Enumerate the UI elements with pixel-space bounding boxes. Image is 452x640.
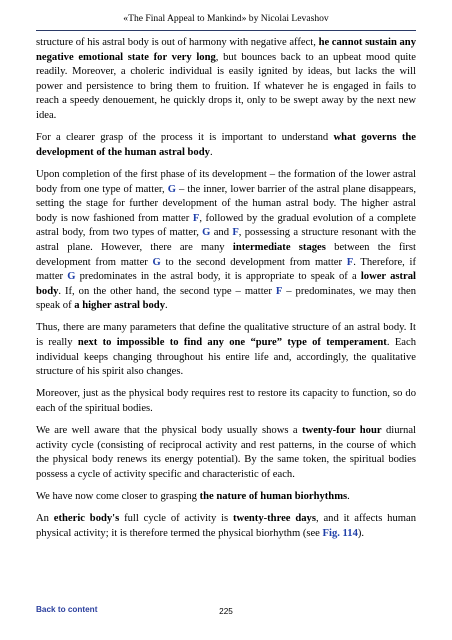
- text-run: . Therefore, if matter: [36, 256, 416, 283]
- text-run: We are well aware that the physical body usually shows a: [36, 425, 303, 437]
- matter-letter: F: [346, 256, 354, 268]
- text-run: An: [36, 513, 54, 525]
- matter-letter: G: [202, 227, 211, 239]
- back-to-content-link[interactable]: Back to content: [36, 605, 98, 614]
- text-run: .: [165, 300, 168, 312]
- text-run: structure of his astral body is out of harmony with negative affect,: [36, 37, 319, 48]
- text-run: ).: [357, 527, 365, 539]
- matter-letter: F: [232, 227, 239, 239]
- paragraph-5: [36, 387, 416, 416]
- text-run: . If, on the other hand, the second type – matter: [58, 285, 276, 297]
- text-run: , and it affects human physical activity; it is therefore termed the physical biorhythm (see: [36, 513, 417, 539]
- paragraph-8: [36, 512, 416, 541]
- emphasis: lower astral body: [36, 271, 416, 297]
- emphasis: what governs the development of the human astral body: [36, 132, 416, 158]
- matter-letter: G: [67, 271, 76, 283]
- text-run: For a clearer grasp of the process it is important to understand: [36, 132, 334, 144]
- emphasis: he cannot sustain any negative emotional state for very long: [36, 37, 416, 63]
- text-run: between the first development from matter: [36, 241, 416, 268]
- paragraph-7: [36, 490, 416, 505]
- matter-letter: F: [192, 212, 200, 224]
- text-run: Upon completion of the first phase of its development – the formation of the lower astral body from one type of matter,: [36, 168, 416, 195]
- paragraph-4: [36, 321, 416, 379]
- paragraph-6: [36, 424, 416, 482]
- text-run: Moreover, just as the physical body requires rest to restore its capacity to function, so do each of the spiritual bodies.: [36, 388, 416, 415]
- paragraph-3: [36, 168, 416, 314]
- text-run: and: [210, 227, 233, 239]
- text-run: . Each individual keeps changing throughout his entire life and, accordingly, the qualitative structure of his spirit also changes.: [36, 337, 416, 378]
- text-run: , possessing a structure resonant with the astral plane. However, there are many: [36, 227, 417, 253]
- text-run: , followed by the gradual evolution of a complete astral body, from two types of matter,: [36, 212, 416, 239]
- text-run: to the second development from matter: [160, 256, 347, 268]
- matter-letter: F: [275, 285, 283, 297]
- paragraph-1: [36, 36, 416, 124]
- header-rule: [36, 30, 416, 31]
- text-run: .: [347, 491, 350, 503]
- text-run: .: [209, 146, 213, 158]
- emphasis: intermediate stages: [232, 241, 326, 253]
- figure-link[interactable]: Fig. 114: [322, 527, 358, 539]
- emphasis: the nature of human biorhythms: [199, 491, 348, 503]
- text-run: , but bounces back to an upbeat mood quite readily. Moreover, a choleric individual is easily ignited by ideas, but lacks the will power and persistence to bring them to fruition. If whatever he is engaged in fails to reach a speedy denouement, he quickly drops it, only to be swept away by the next new idea.: [36, 51, 416, 121]
- emphasis: a higher astral body: [74, 300, 165, 312]
- text-run: diurnal activity cycle (consisting of reciprocal activity and rest patterns, in the course of which the physical body renews its energy potential). By the same token, the spiritual bodies possess a cycle of activity specific and characteristic of each.: [36, 425, 417, 480]
- text-run: Thus, there are many parameters that define the qualitative structure of an astral body. It is really: [36, 322, 416, 349]
- emphasis: next to impossible to find any one “pure” type of temperament: [77, 337, 387, 349]
- matter-letter: G: [167, 183, 176, 195]
- running-header: «The Final Appeal to Mankind» by Nicolai Levashov: [123, 13, 329, 24]
- page-number: 225: [219, 607, 233, 616]
- emphasis: twenty-three days: [233, 513, 316, 525]
- text-run: – the inner, lower barrier of the astral plane disappears, setting the stage for further development of the human astral body. The higher astral body is now fashioned from matter: [36, 183, 416, 224]
- emphasis: twenty-four hour: [302, 425, 382, 437]
- paragraph-2: [36, 131, 416, 160]
- text-run: – predominates, we may then speak of: [36, 285, 416, 312]
- text-run: predominates in the astral body, it is appropriate to speak of a: [75, 271, 361, 283]
- matter-letter: G: [152, 256, 161, 268]
- body-text: [36, 36, 416, 549]
- emphasis: etheric body's: [53, 513, 120, 525]
- text-run: We have now come closer to grasping: [36, 491, 200, 503]
- text-run: full cycle of activity is: [119, 513, 234, 525]
